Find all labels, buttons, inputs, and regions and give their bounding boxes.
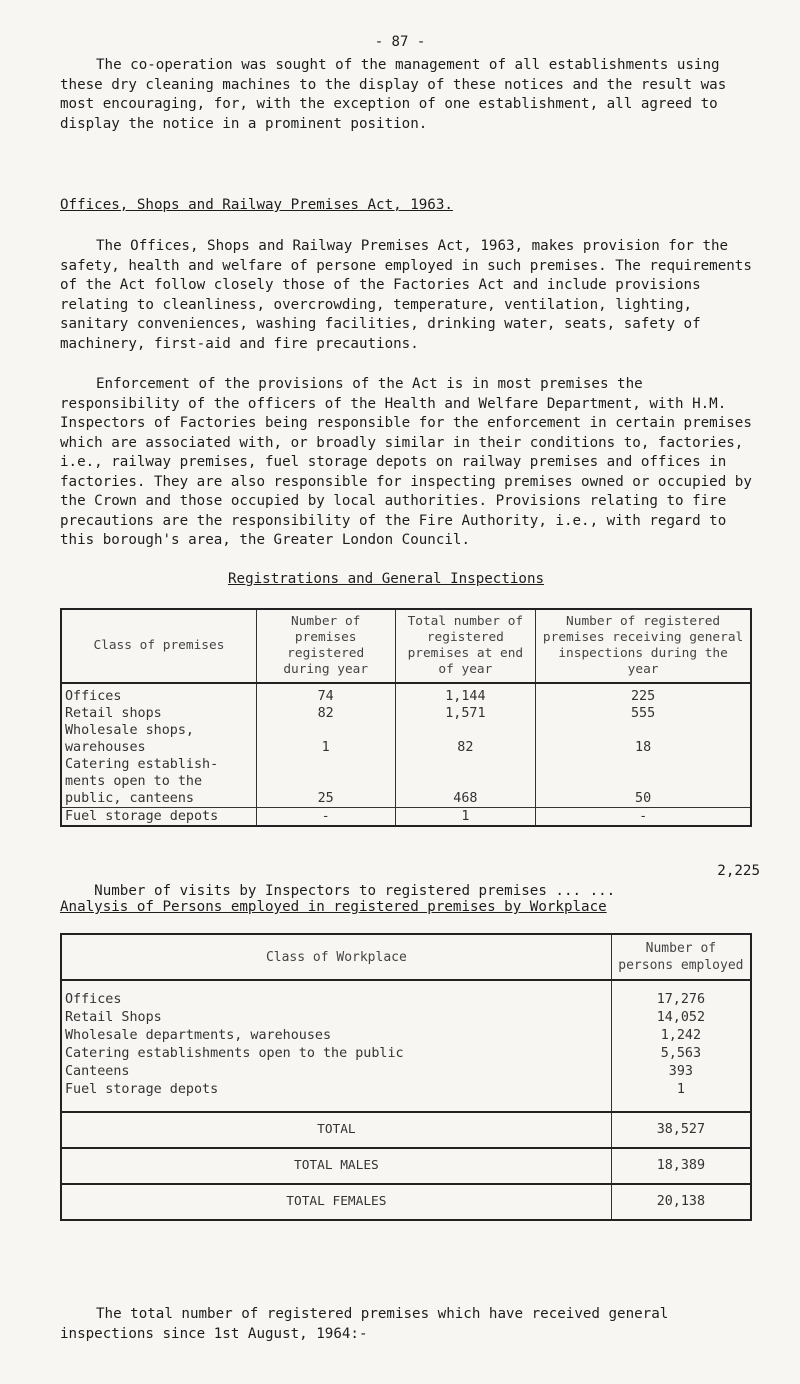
cell-count: 1,242 [611, 1027, 751, 1045]
cell-registered: 82 [256, 705, 395, 722]
table-row [61, 808, 751, 827]
registrations-table [60, 608, 752, 827]
table-row [61, 756, 751, 808]
workplace-table [60, 933, 752, 1221]
total-value: 38,527 [611, 1112, 751, 1148]
cell-total: 468 [395, 756, 536, 808]
paragraph-enforcement: Enforcement of the provisions of the Act is in most premises the responsibility of the officers of the Health and Welfare Department, with H.M. Inspectors of Factories being responsible for the enforcement in certain premises which are associated with, or broadly similar in their conditions to, factories, i.e., railway premises, fuel storage depots on railway premises and offices in factories. They are also responsible for inspecting premises owned or occupied by the Crown and those occupied by local authorities. Provisions relating to fire precautions are the responsibility of the Fire Authority, i.e., with regard to this borough's area, the Greater London Council. [60, 376, 752, 548]
total-males-label: TOTAL MALES [61, 1148, 611, 1184]
cell-workplace: Catering establishments open to the public [65, 1046, 404, 1061]
table-row [61, 980, 751, 1009]
cell-workplace: Wholesale departments, warehouses [65, 1028, 332, 1043]
total-females-row [61, 1184, 751, 1220]
table-row [61, 1081, 751, 1112]
registrations-header-row [61, 609, 751, 683]
cell-workplace: Retail Shops [65, 1010, 162, 1025]
cell-total: 1 [395, 808, 536, 827]
registrations-caption: Registrations and General Inspections [228, 571, 545, 587]
cell-count: 14,052 [611, 1009, 751, 1027]
table-row [61, 722, 751, 756]
cell-registered: 74 [256, 683, 395, 705]
cell-total: 82 [395, 722, 536, 756]
total-males-value: 18,389 [611, 1148, 751, 1184]
cell-total: 1,144 [395, 683, 536, 705]
cell-inspected: 50 [536, 756, 751, 808]
table-row [61, 1027, 751, 1045]
cell-inspected: 18 [536, 722, 751, 756]
header-general-inspections: Number of registered premises receiving general inspections during the year [536, 609, 751, 683]
table-row [61, 683, 751, 705]
header-class-of-workplace: Class of Workplace [61, 934, 611, 980]
section-heading: Offices, Shops and Railway Premises Act, 1963. [60, 197, 453, 213]
total-males-row [61, 1148, 751, 1184]
header-registered-during-year: Number of premises registered during year [256, 609, 395, 683]
visits-value: 2,225 [717, 863, 760, 879]
cell-workplace: Offices [65, 992, 122, 1007]
intro-paragraph: The co-operation was sought of the management of all establishments using these dry cleaning machines to the display of these notices and the result was most encouraging, for, with the exception of one establishment, all agreed to display the notice in a prominent position. [60, 57, 727, 132]
table-row [61, 1045, 751, 1063]
page-number: - 87 - [374, 34, 426, 50]
total-females-value: 20,138 [611, 1184, 751, 1220]
total-females-label: TOTAL FEMALES [61, 1184, 611, 1220]
header-persons-employed: Number of persons employed [611, 934, 751, 980]
closing-paragraph: The total number of registered premises which have received general inspections since 1st August, 1964:- [60, 1306, 669, 1342]
workplace-header-row [61, 934, 751, 980]
cell-class: Retail shops [65, 706, 162, 721]
cell-registered: 1 [256, 722, 395, 756]
cell-total: 1,571 [395, 705, 536, 722]
cell-count: 5,563 [611, 1045, 751, 1063]
cell-count: 1 [611, 1081, 751, 1112]
cell-workplace: Fuel storage depots [65, 1082, 219, 1097]
cell-class: Offices [65, 689, 122, 704]
cell-inspected: - [536, 808, 751, 827]
cell-class: Fuel storage depots [61, 808, 256, 827]
cell-workplace: Canteens [65, 1064, 130, 1079]
table-row [61, 705, 751, 722]
paragraph-act-provisions: The Offices, Shops and Railway Premises Act, 1963, makes provision for the safety, health and welfare of persone employed in such premises. The requirements of the Act follow closely those of the Factories Act and include provisions relating to cleanliness, overcrowding, temperature, ventilation, lighting, sanitary conveniences, washing facilities, drinking water, seats, safety of machinery, first-aid and fire precautions. [60, 238, 752, 352]
visits-label: Number of visits by Inspectors to registered premises ... ... [94, 882, 616, 899]
header-class-of-premises: Class of premises [61, 609, 256, 683]
cell-inspected: 555 [536, 705, 751, 722]
cell-class: Catering establish- ments open to the public, canteens [65, 757, 219, 806]
table-row [61, 1063, 751, 1081]
header-total-registered: Total number of registered premises at end of year [395, 609, 536, 683]
cell-class: Wholesale shops, warehouses [65, 723, 194, 755]
cell-count: 393 [611, 1063, 751, 1081]
cell-inspected: 225 [536, 683, 751, 705]
cell-count: 17,276 [611, 980, 751, 1009]
cell-registered: 25 [256, 756, 395, 808]
cell-registered: - [256, 808, 395, 827]
total-row [61, 1112, 751, 1148]
table-row [61, 1009, 751, 1027]
workplace-caption: Analysis of Persons employed in registered premises by Workplace [60, 899, 607, 915]
total-label: TOTAL [61, 1112, 611, 1148]
